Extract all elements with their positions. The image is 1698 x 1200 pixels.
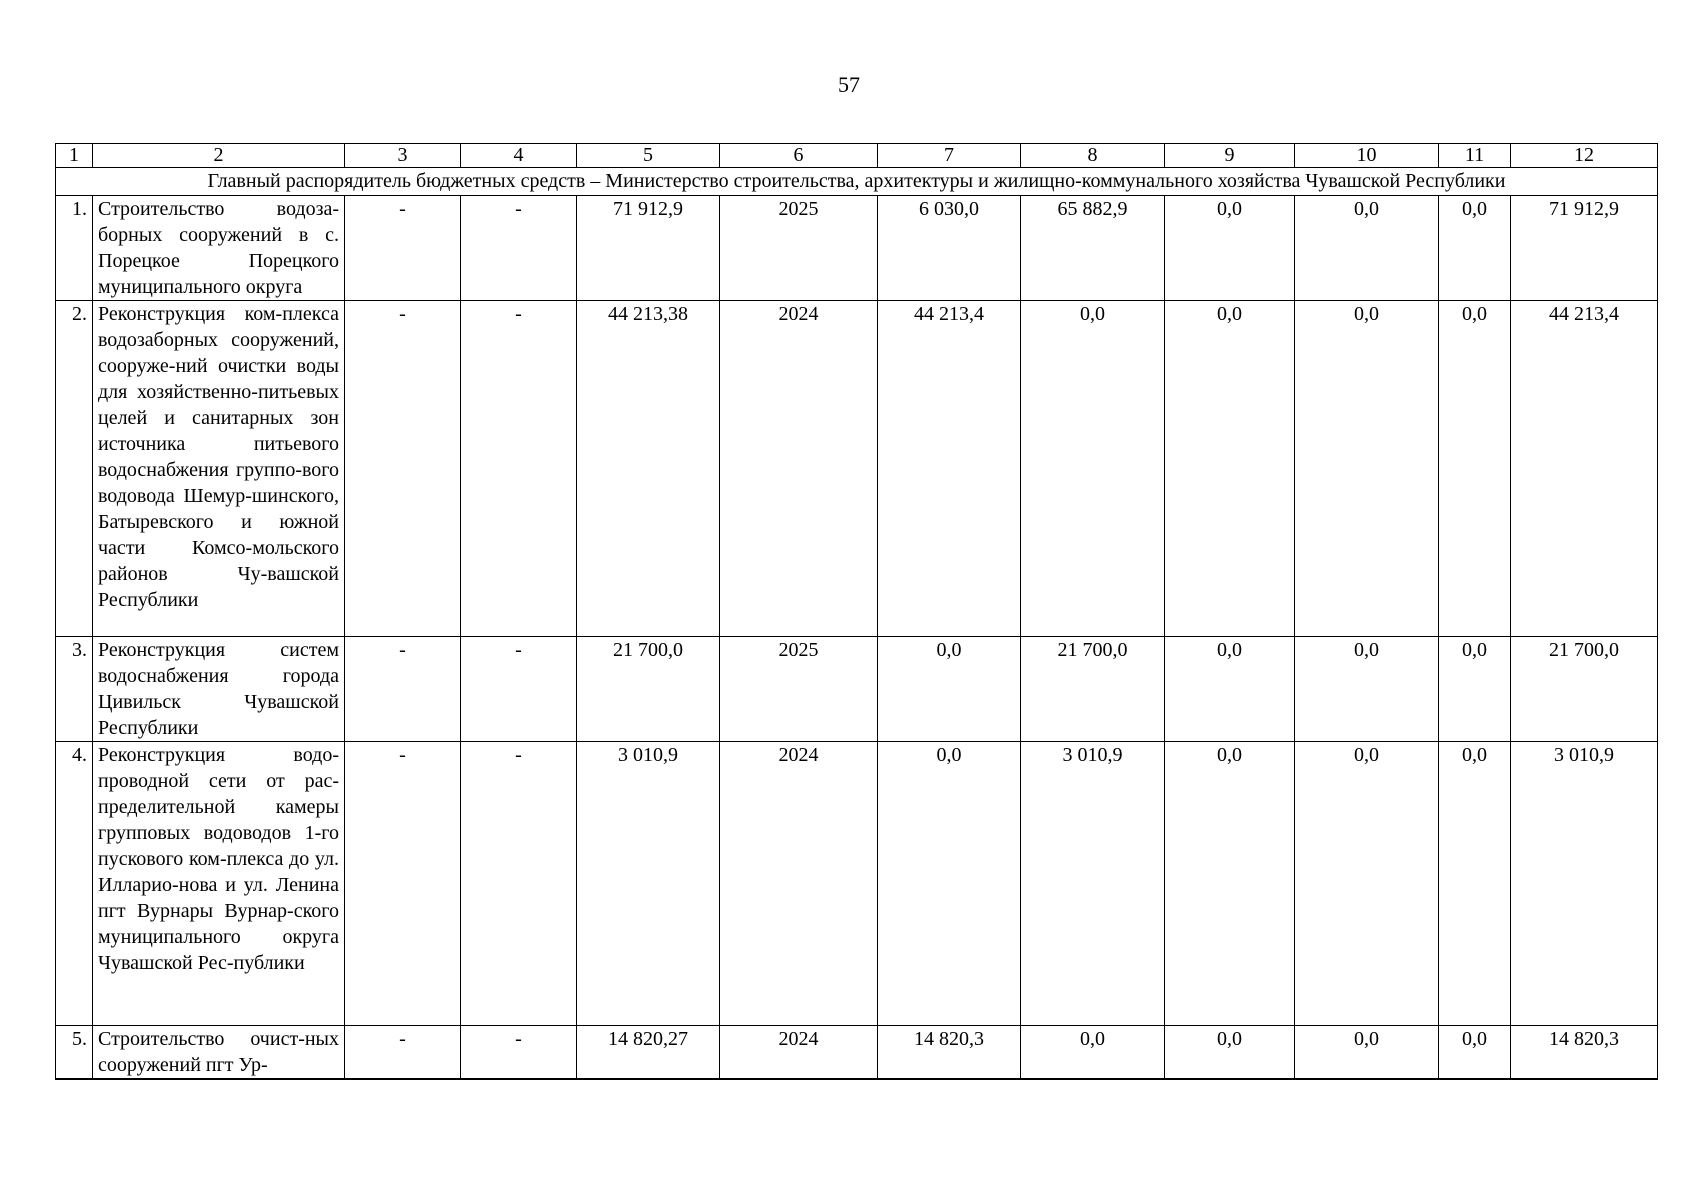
row-number: 4. (56, 742, 93, 1026)
cell-col5: 14 820,27 (577, 1026, 720, 1080)
project-name: Строительство водоза-борных сооружений в с. Порецкое Порецкого муниципального округа (93, 196, 345, 301)
cell-col12: 21 700,0 (1511, 637, 1658, 742)
column-number: 12 (1511, 144, 1658, 168)
table-row (56, 196, 1658, 301)
column-number: 10 (1295, 144, 1439, 168)
cell-col9: 0,0 (1165, 196, 1295, 301)
cell-col8: 0,0 (1021, 301, 1165, 637)
cell-col12: 44 213,4 (1511, 301, 1658, 637)
column-number: 6 (720, 144, 878, 168)
cell-col10: 0,0 (1295, 742, 1439, 1026)
cell-col5: 21 700,0 (577, 637, 720, 742)
column-number: 2 (93, 144, 345, 168)
cell-col9: 0,0 (1165, 637, 1295, 742)
row-number: 5. (56, 1026, 93, 1080)
table-row (56, 637, 1658, 742)
project-name: Реконструкция систем водоснабжения города Цивильск Чувашской Республики (93, 637, 345, 742)
cell-col3: - (345, 637, 461, 742)
column-number: 8 (1021, 144, 1165, 168)
cell-col10: 0,0 (1295, 1026, 1439, 1080)
cell-col4: - (461, 1026, 577, 1080)
table-row (56, 1026, 1658, 1080)
cell-col7: 6 030,0 (878, 196, 1021, 301)
cell-col5: 71 912,9 (577, 196, 720, 301)
cell-col6: 2024 (720, 1026, 878, 1080)
cell-col10: 0,0 (1295, 637, 1439, 742)
cell-col7: 0,0 (878, 637, 1021, 742)
cell-col4: - (461, 637, 577, 742)
cell-col3: - (345, 742, 461, 1026)
column-number: 4 (461, 144, 577, 168)
cell-col8: 65 882,9 (1021, 196, 1165, 301)
cell-col11: 0,0 (1439, 742, 1511, 1026)
cell-col10: 0,0 (1295, 196, 1439, 301)
cell-col4: - (461, 742, 577, 1026)
cell-col10: 0,0 (1295, 301, 1439, 637)
row-number: 1. (56, 196, 93, 301)
cell-col3: - (345, 301, 461, 637)
column-number: 3 (345, 144, 461, 168)
table-row (56, 301, 1658, 637)
cell-col9: 0,0 (1165, 742, 1295, 1026)
cell-col7: 44 213,4 (878, 301, 1021, 637)
cell-col4: - (461, 196, 577, 301)
cell-col12: 3 010,9 (1511, 742, 1658, 1026)
cell-col4: - (461, 301, 577, 637)
project-name: Строительство очист-ных сооружений пгт Ур- (93, 1026, 345, 1080)
cell-col6: 2024 (720, 742, 878, 1026)
cell-col6: 2025 (720, 637, 878, 742)
cell-col3: - (345, 1026, 461, 1080)
cell-col11: 0,0 (1439, 196, 1511, 301)
cell-col9: 0,0 (1165, 301, 1295, 637)
group-header: Главный распорядитель бюджетных средств – Министерство строительства, архитектуры и жилищно-коммунального хозяйства Чувашской Республики (56, 168, 1658, 196)
cell-col5: 3 010,9 (577, 742, 720, 1026)
cell-col8: 21 700,0 (1021, 637, 1165, 742)
cell-col11: 0,0 (1439, 637, 1511, 742)
group-header-row (56, 168, 1658, 196)
cell-col7: 14 820,3 (878, 1026, 1021, 1080)
column-number: 11 (1439, 144, 1511, 168)
column-number-row (56, 144, 1658, 168)
cell-col8: 3 010,9 (1021, 742, 1165, 1026)
project-name: Реконструкция ком-плекса водозаборных сооружений, сооруже-ний очистки воды для хозяйственно-питьевых целей и санитарных зон источника питьевого водоснабжения группо-вого водовода Шемур-шинского, Батыревского и южной части Комсо-мольского районов Чу-вашской Республики (93, 301, 345, 637)
row-number: 2. (56, 301, 93, 637)
project-name: Реконструкция водо-проводной сети от рас-пределительной камеры групповых водоводов 1-го пускового ком-плекса до ул. Илларио-нова и ул. Ленина пгт Вурнары Вурнар-ского муниципального округа Чувашской Рес-публики (93, 742, 345, 1026)
column-number: 5 (577, 144, 720, 168)
cell-col9: 0,0 (1165, 1026, 1295, 1080)
cell-col12: 71 912,9 (1511, 196, 1658, 301)
cell-col8: 0,0 (1021, 1026, 1165, 1080)
row-number: 3. (56, 637, 93, 742)
page-number: 57 (838, 72, 860, 97)
column-number: 1 (56, 144, 93, 168)
cell-col12: 14 820,3 (1511, 1026, 1658, 1080)
cell-col6: 2024 (720, 301, 878, 637)
column-number: 7 (878, 144, 1021, 168)
cell-col11: 0,0 (1439, 301, 1511, 637)
column-number: 9 (1165, 144, 1295, 168)
cell-col7: 0,0 (878, 742, 1021, 1026)
cell-col5: 44 213,38 (577, 301, 720, 637)
table-row (56, 742, 1658, 1026)
budget-table (55, 143, 1658, 1080)
cell-col6: 2025 (720, 196, 878, 301)
cell-col3: - (345, 196, 461, 301)
cell-col11: 0,0 (1439, 1026, 1511, 1080)
